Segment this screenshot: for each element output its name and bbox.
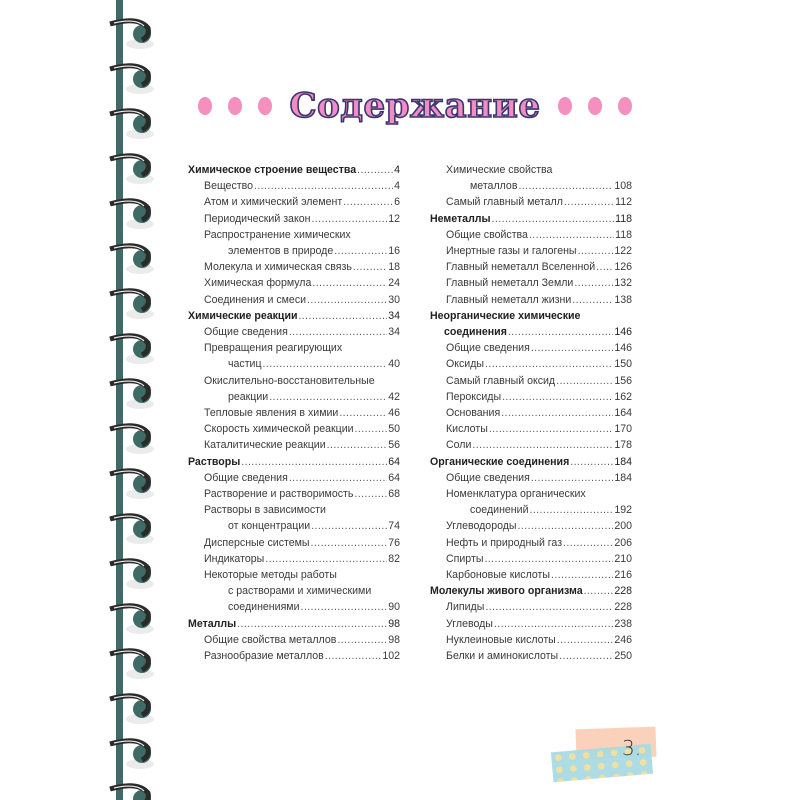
toc-entry-title: Тепловые явления в химии xyxy=(204,407,339,420)
dot-leader xyxy=(529,227,614,243)
toc-entry xyxy=(188,356,400,372)
toc-entry-title: Атом и химический элемент xyxy=(204,196,343,209)
dot-leader xyxy=(311,211,387,227)
toc-entry xyxy=(188,243,400,259)
dot-leader xyxy=(574,275,613,291)
toc-entry-title: Разнообразие металлов xyxy=(204,650,324,663)
toc-page-number: 228 xyxy=(614,585,632,598)
toc-entry-title: частиц xyxy=(228,358,262,371)
dot-leader xyxy=(307,292,387,308)
toc-page-number: 90 xyxy=(388,601,400,614)
toc-entry-title: Растворы в зависимости xyxy=(204,504,326,517)
toc-entry xyxy=(188,389,400,405)
dot-leader xyxy=(289,470,387,486)
toc-entry xyxy=(430,535,632,551)
toc-entry-title: Неметаллы xyxy=(430,212,491,225)
toc-entry xyxy=(430,551,632,567)
dot-leader xyxy=(311,535,388,551)
toc-entry-title: Периодический закон xyxy=(204,212,311,225)
dot-leader xyxy=(269,389,387,405)
toc-section-heading xyxy=(430,308,632,324)
toc-section-heading xyxy=(188,454,400,470)
toc-entry-title: Вещество xyxy=(204,180,253,193)
dot-leader xyxy=(530,502,614,518)
toc-entry xyxy=(430,292,632,308)
dot-leader xyxy=(265,551,387,567)
dot-leader xyxy=(357,162,393,178)
toc-page-number: 68 xyxy=(388,488,400,501)
dot-leader xyxy=(596,259,613,275)
toc-page-number: 192 xyxy=(614,504,632,517)
dot-leader xyxy=(472,437,613,453)
toc-entry-title: Углеводы xyxy=(446,617,493,630)
dot-leader xyxy=(501,405,613,421)
dot-leader xyxy=(557,632,614,648)
toc-page-number: 246 xyxy=(614,633,632,646)
toc-entry-title: от концентрации xyxy=(228,520,311,533)
toc-entry xyxy=(430,259,632,275)
toc-entry xyxy=(188,486,400,502)
toc-entry-title: Индикаторы xyxy=(204,552,265,565)
toc-entry-title: Кислоты xyxy=(446,423,488,436)
dot-leader xyxy=(311,518,387,534)
toc-page-number: 138 xyxy=(614,293,632,306)
toc-entry-title: Скорость химической реакции xyxy=(204,423,354,436)
toc-section-heading xyxy=(188,308,400,324)
toc-entry xyxy=(430,243,632,259)
toc-left-column xyxy=(188,162,400,664)
dot-leader xyxy=(502,389,613,405)
toc-entry xyxy=(430,470,632,486)
toc-section-heading xyxy=(188,616,400,632)
dot-leader xyxy=(572,292,613,308)
page-number: 3. xyxy=(622,736,642,760)
dot-leader xyxy=(584,583,614,599)
dot-leader xyxy=(334,243,387,259)
decorative-dot xyxy=(258,97,272,115)
toc-entry xyxy=(188,259,400,275)
toc-page-number: 76 xyxy=(388,536,400,549)
toc-right-column xyxy=(430,162,632,664)
toc-entry xyxy=(188,599,400,615)
toc-entry-title: Спирты xyxy=(446,552,484,565)
toc-entry xyxy=(188,178,400,194)
toc-entry-title: Соли xyxy=(446,439,472,452)
toc-page-number: 24 xyxy=(388,277,400,290)
toc-entry xyxy=(430,373,632,389)
toc-page-number: 150 xyxy=(614,358,632,371)
toc-page-number: 146 xyxy=(614,342,632,355)
toc-page-number: 250 xyxy=(614,650,632,663)
toc-entry xyxy=(430,340,632,356)
toc-entry-title: Основания xyxy=(446,407,501,420)
toc-entry-title: Органические соединения xyxy=(430,455,570,468)
toc-page-number: 46 xyxy=(388,407,400,420)
toc-entry-title: Главный неметалл Вселенной xyxy=(446,261,596,274)
toc-entry-title: Общие сведения xyxy=(204,326,288,339)
toc-page-number: 16 xyxy=(388,245,400,258)
dot-leader xyxy=(354,486,387,502)
spine-bar xyxy=(116,0,123,800)
toc-entry-title: Общие сведения xyxy=(204,471,288,484)
toc-entry xyxy=(188,567,400,583)
toc-page-number: 228 xyxy=(614,601,632,614)
toc-entry-title: Оксиды xyxy=(446,358,485,371)
toc-entry xyxy=(188,275,400,291)
toc-page-number: 108 xyxy=(614,180,632,193)
toc-entry xyxy=(430,389,632,405)
toc-entry-title: Металлы xyxy=(188,617,237,630)
toc-entry-title: Углеводороды xyxy=(446,520,517,533)
toc-page-number: 74 xyxy=(388,520,400,533)
toc-entry-title: Самый главный оксид xyxy=(446,374,556,387)
toc-page-number: 132 xyxy=(614,277,632,290)
toc-entry xyxy=(188,340,400,356)
toc-page-number: 64 xyxy=(388,471,400,484)
toc-page-number: 18 xyxy=(388,261,400,274)
decorative-dot xyxy=(588,97,602,115)
spiral-binding xyxy=(100,0,170,800)
dot-leader xyxy=(484,551,613,567)
toc-entry xyxy=(188,373,400,389)
toc-page-number: 210 xyxy=(614,552,632,565)
toc-entry-title: Липиды xyxy=(446,601,485,614)
dot-leader xyxy=(298,308,387,324)
toc-entry-title: соединения xyxy=(444,326,507,339)
toc-entry-title: Соединения и смеси xyxy=(204,293,307,306)
toc-entry xyxy=(430,486,632,502)
toc-page-number: 200 xyxy=(614,520,632,533)
toc-entry xyxy=(188,551,400,567)
toc-page-number: 34 xyxy=(388,309,400,322)
toc-page-number: 206 xyxy=(614,536,632,549)
dot-leader xyxy=(353,259,387,275)
toc-page-number: 6 xyxy=(394,196,400,209)
dot-leader xyxy=(485,599,613,615)
toc-entry-title: Дисперсные системы xyxy=(204,536,310,549)
dot-leader xyxy=(289,324,387,340)
dot-leader xyxy=(312,275,387,291)
toc-entry-title: Нуклеиновые кислоты xyxy=(446,633,556,646)
toc-page-number: 40 xyxy=(388,358,400,371)
toc-entry-title: реакции xyxy=(228,390,269,403)
toc-page-number: 178 xyxy=(614,439,632,452)
toc-entry-title: Общие сведения xyxy=(446,471,530,484)
dot-leader xyxy=(337,632,387,648)
toc-entry-title: Общие сведения xyxy=(446,342,530,355)
toc-page-number: 156 xyxy=(614,374,632,387)
dot-leader xyxy=(237,616,387,632)
toc-page-number: 42 xyxy=(388,390,400,403)
toc-entry xyxy=(430,421,632,437)
toc-page-number: 112 xyxy=(615,196,632,209)
toc-entry xyxy=(430,518,632,534)
toc-entry xyxy=(188,227,400,243)
toc-entry-title: соединениями xyxy=(228,601,300,614)
title-row xyxy=(190,84,640,128)
toc-entry xyxy=(430,632,632,648)
dot-leader xyxy=(518,518,614,534)
toc-page-number: 98 xyxy=(388,617,400,630)
toc-page-number: 184 xyxy=(614,455,632,468)
toc-entry xyxy=(430,616,632,632)
toc-entry-title: Химические свойства xyxy=(446,164,553,176)
dot-leader xyxy=(494,616,613,632)
dot-leader xyxy=(485,356,613,372)
toc-entry-title: Карбоновые кислоты xyxy=(446,569,551,582)
toc-entry xyxy=(430,194,632,210)
toc-page-number: 162 xyxy=(614,390,632,403)
toc-page-number: 164 xyxy=(614,407,632,420)
decorative-dot xyxy=(558,97,572,115)
toc-entry-title: Инертные газы и галогены xyxy=(446,245,577,258)
toc-entry-title: Распространение химических xyxy=(204,228,351,241)
toc-section-heading xyxy=(430,583,632,599)
toc-entry xyxy=(188,405,400,421)
toc-entry-title: соединений xyxy=(470,504,529,517)
toc-entry xyxy=(188,324,400,340)
dot-leader xyxy=(556,373,613,389)
toc-entry xyxy=(188,194,400,210)
dot-leader xyxy=(343,194,393,210)
toc-page-number: 184 xyxy=(614,471,632,484)
toc-entry-title: Растворение и растворимость xyxy=(204,488,354,501)
dot-leader xyxy=(559,648,613,664)
dot-leader xyxy=(327,437,388,453)
toc-entry-title: элементов в природе xyxy=(228,245,334,258)
toc-entry-title: Неорганические химические xyxy=(430,309,581,322)
toc-page-number: 126 xyxy=(614,261,632,274)
dot-leader xyxy=(492,211,615,227)
decorative-dot xyxy=(228,97,242,115)
dot-leader xyxy=(301,599,388,615)
dot-leader xyxy=(518,178,613,194)
dot-leader xyxy=(339,405,387,421)
toc-entry xyxy=(430,162,632,178)
toc-entry xyxy=(430,356,632,372)
toc-entry-title: Превращения реагирующих xyxy=(204,342,343,355)
dot-leader xyxy=(531,340,613,356)
toc-entry xyxy=(188,583,400,599)
toc-entry xyxy=(188,648,400,664)
dot-leader xyxy=(531,470,613,486)
toc-page-number: 12 xyxy=(388,212,400,225)
toc-entry-title: Окислительно-восстановительные xyxy=(204,374,375,387)
toc-entry xyxy=(430,178,632,194)
toc-entry xyxy=(188,437,400,453)
dot-leader xyxy=(508,324,613,340)
toc-entry-title: с растворами и химическими xyxy=(228,585,372,598)
toc-entry xyxy=(430,648,632,664)
dot-leader xyxy=(263,356,388,372)
dot-leader xyxy=(325,648,382,664)
toc-entry xyxy=(430,405,632,421)
toc-entry-title: Пероксиды xyxy=(446,390,502,403)
toc-section-heading xyxy=(430,454,632,470)
toc-entry xyxy=(430,275,632,291)
toc-entry xyxy=(188,292,400,308)
toc-page-number: 102 xyxy=(382,650,400,663)
toc-entry xyxy=(430,227,632,243)
toc-entry xyxy=(188,421,400,437)
toc-entry xyxy=(188,518,400,534)
toc-entry-title: Самый главный металл xyxy=(446,196,563,209)
decorative-dot xyxy=(618,97,632,115)
toc-entry xyxy=(188,470,400,486)
dot-leader xyxy=(578,243,614,259)
toc-entry xyxy=(430,567,632,583)
toc-page-number: 98 xyxy=(388,633,400,646)
toc-page-number: 122 xyxy=(614,245,632,258)
toc-section-heading xyxy=(430,324,632,340)
toc-entry xyxy=(188,535,400,551)
toc-page-number: 170 xyxy=(614,423,632,436)
toc-entry-title: Молекулы живого организма xyxy=(430,585,583,598)
toc-entry-title: Химическая формула xyxy=(204,277,312,290)
toc-page-number: 50 xyxy=(388,423,400,436)
toc-section-heading xyxy=(430,211,632,227)
dot-leader xyxy=(355,421,388,437)
toc-page-number: 82 xyxy=(388,552,400,565)
toc-entry-title: Белки и аминокислоты xyxy=(446,650,559,663)
dot-leader xyxy=(563,535,613,551)
toc-page-number: 118 xyxy=(615,228,632,241)
dot-leader xyxy=(489,421,614,437)
decorative-dot xyxy=(198,97,212,115)
toc-page-number: 118 xyxy=(615,212,632,225)
toc-page-number: 238 xyxy=(614,617,632,630)
toc-entry-title: металлов xyxy=(470,180,518,193)
dot-leader xyxy=(564,194,614,210)
toc-entry-title: Молекула и химическая связь xyxy=(204,261,352,274)
toc-page-number: 30 xyxy=(388,293,400,306)
dot-leader xyxy=(570,454,613,470)
toc-entry-title: Главный неметалл жизни xyxy=(446,293,572,306)
toc-page-number: 56 xyxy=(388,439,400,452)
toc-entry-title: Некоторые методы работы xyxy=(204,569,337,582)
toc-page-number: 216 xyxy=(614,569,632,582)
toc-entry xyxy=(188,502,400,518)
dot-leader xyxy=(551,567,613,583)
toc-page-number: 146 xyxy=(614,326,632,339)
toc-entry-title: Химические реакции xyxy=(188,309,298,322)
toc-entry xyxy=(188,211,400,227)
toc-entry-title: Главный неметалл Земли xyxy=(446,277,574,290)
toc-page-number: 4 xyxy=(394,164,400,176)
toc-entry-title: Каталитические реакции xyxy=(204,439,326,452)
toc-entry xyxy=(430,599,632,615)
toc-entry xyxy=(430,502,632,518)
toc-page-number: 34 xyxy=(388,326,400,339)
toc-entry-title: Растворы xyxy=(188,455,241,468)
toc-entry-title: Общие свойства металлов xyxy=(204,633,337,646)
dot-leader xyxy=(241,454,387,470)
dot-leader xyxy=(254,178,393,194)
toc-entry-title: Нефть и природный газ xyxy=(446,536,563,549)
toc-entry xyxy=(430,437,632,453)
toc-entry xyxy=(188,632,400,648)
toc-section-heading xyxy=(188,162,400,178)
toc-page-number: 64 xyxy=(388,455,400,468)
toc-entry-title: Химическое строение вещества xyxy=(188,164,357,176)
page-title: Содержание xyxy=(289,86,541,126)
toc-entry-title: Общие свойства xyxy=(446,228,528,241)
toc-entry-title: Номенклатура органических xyxy=(446,488,586,501)
toc-page-number: 4 xyxy=(394,180,400,193)
